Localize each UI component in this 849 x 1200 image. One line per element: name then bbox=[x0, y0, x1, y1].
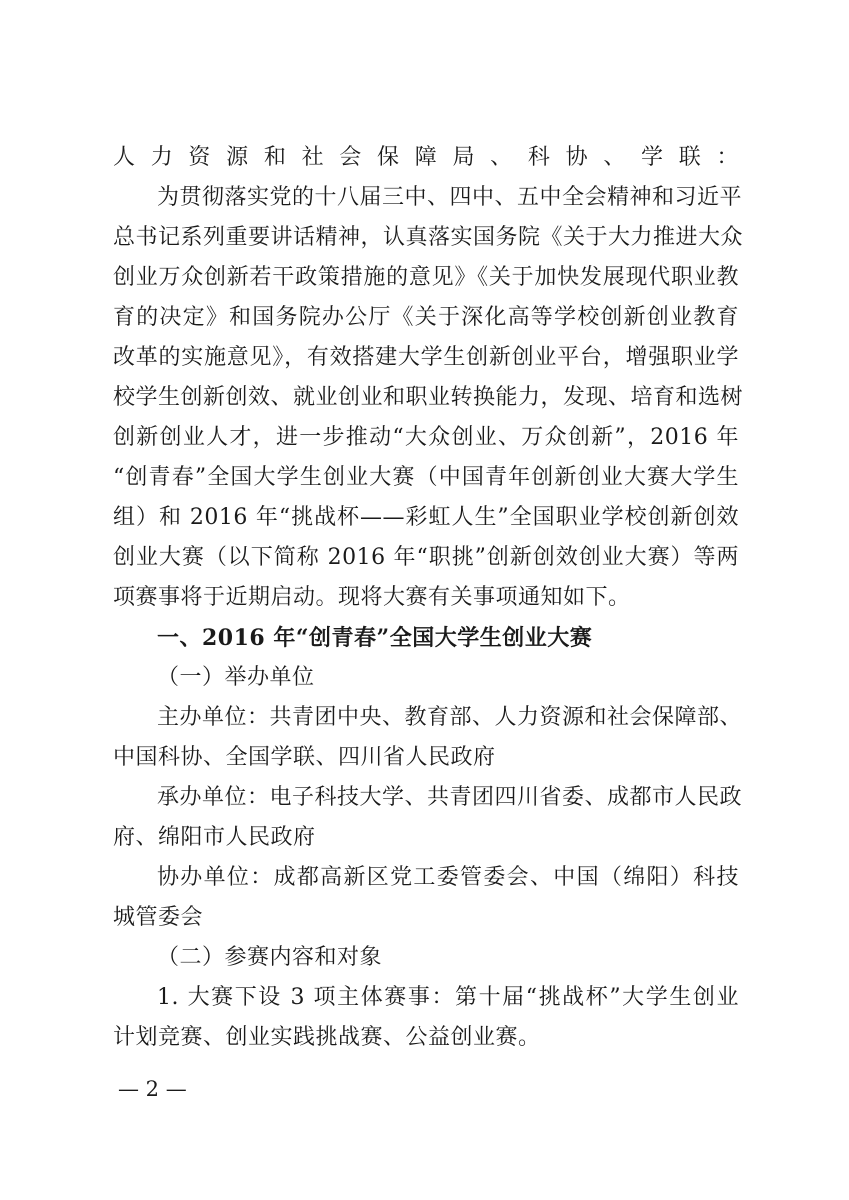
text-line: 改革的实施意见》，有效搭建大学生创新创业平台，增强职业学 bbox=[113, 345, 739, 370]
text-line: 主办单位：共青团中央、教育部、人力资源和社会保障部、 bbox=[157, 705, 743, 730]
text-line: 创业大赛（以下简称 2016 年“职挑”创新创效创业大赛）等两 bbox=[113, 545, 739, 570]
text-line: 创业万众创新若干政策措施的意见》《关于加快发展现代职业教 bbox=[113, 265, 739, 290]
text-line: 总书记系列重要讲话精神，认真落实国务院《关于大力推进大众 bbox=[113, 225, 744, 250]
text-line: 中国科协、全国学联、四川省人民政府 bbox=[113, 745, 496, 770]
text-line: 组）和 2016 年“挑战杯——彩虹人生”全国职业学校创新创效 bbox=[113, 505, 739, 530]
text-line: “创青春”全国大学生创业大赛（中国青年创新创业大赛大学生 bbox=[113, 465, 739, 490]
text-line: 项赛事将于近期启动。现将大赛有关事项通知如下。 bbox=[113, 585, 631, 610]
subsection-heading: （二）参赛内容和对象 bbox=[157, 945, 383, 970]
page-number: — 2 — bbox=[118, 1077, 187, 1101]
text-line: 校学生创新创效、就业创业和职业转换能力，发现、培育和选树 bbox=[113, 385, 744, 410]
text-line: 承办单位：电子科技大学、共青团四川省委、成都市人民政 bbox=[157, 785, 743, 810]
text-line: 府、绵阳市人民政府 bbox=[113, 825, 316, 850]
section-heading: 一、2016 年“创青春”全国大学生创业大赛 bbox=[157, 625, 593, 651]
text-line: 城管委会 bbox=[113, 905, 204, 930]
text-line: 人力资源和社会保障局、科协、学联： bbox=[113, 145, 739, 170]
document-body bbox=[113, 138, 744, 1058]
subsection-heading: （一）举办单位 bbox=[157, 665, 315, 690]
text-line: 创新创业人才，进一步推动“大众创业、万众创新”，2016 年 bbox=[113, 425, 739, 450]
text-line: 1. 大赛下设 3 项主体赛事：第十届“挑战杯”大学生创业 bbox=[157, 985, 739, 1010]
text-line: 协办单位：成都高新区党工委管委会、中国（绵阳）科技 bbox=[157, 865, 739, 890]
text-line: 计划竞赛、创业实践挑战赛、公益创业赛。 bbox=[113, 1025, 541, 1050]
text-line: 育的决定》和国务院办公厅《关于深化高等学校创新创业教育 bbox=[113, 305, 739, 330]
text-line: 为贯彻落实党的十八届三中、四中、五中全会精神和习近平 bbox=[157, 185, 743, 210]
